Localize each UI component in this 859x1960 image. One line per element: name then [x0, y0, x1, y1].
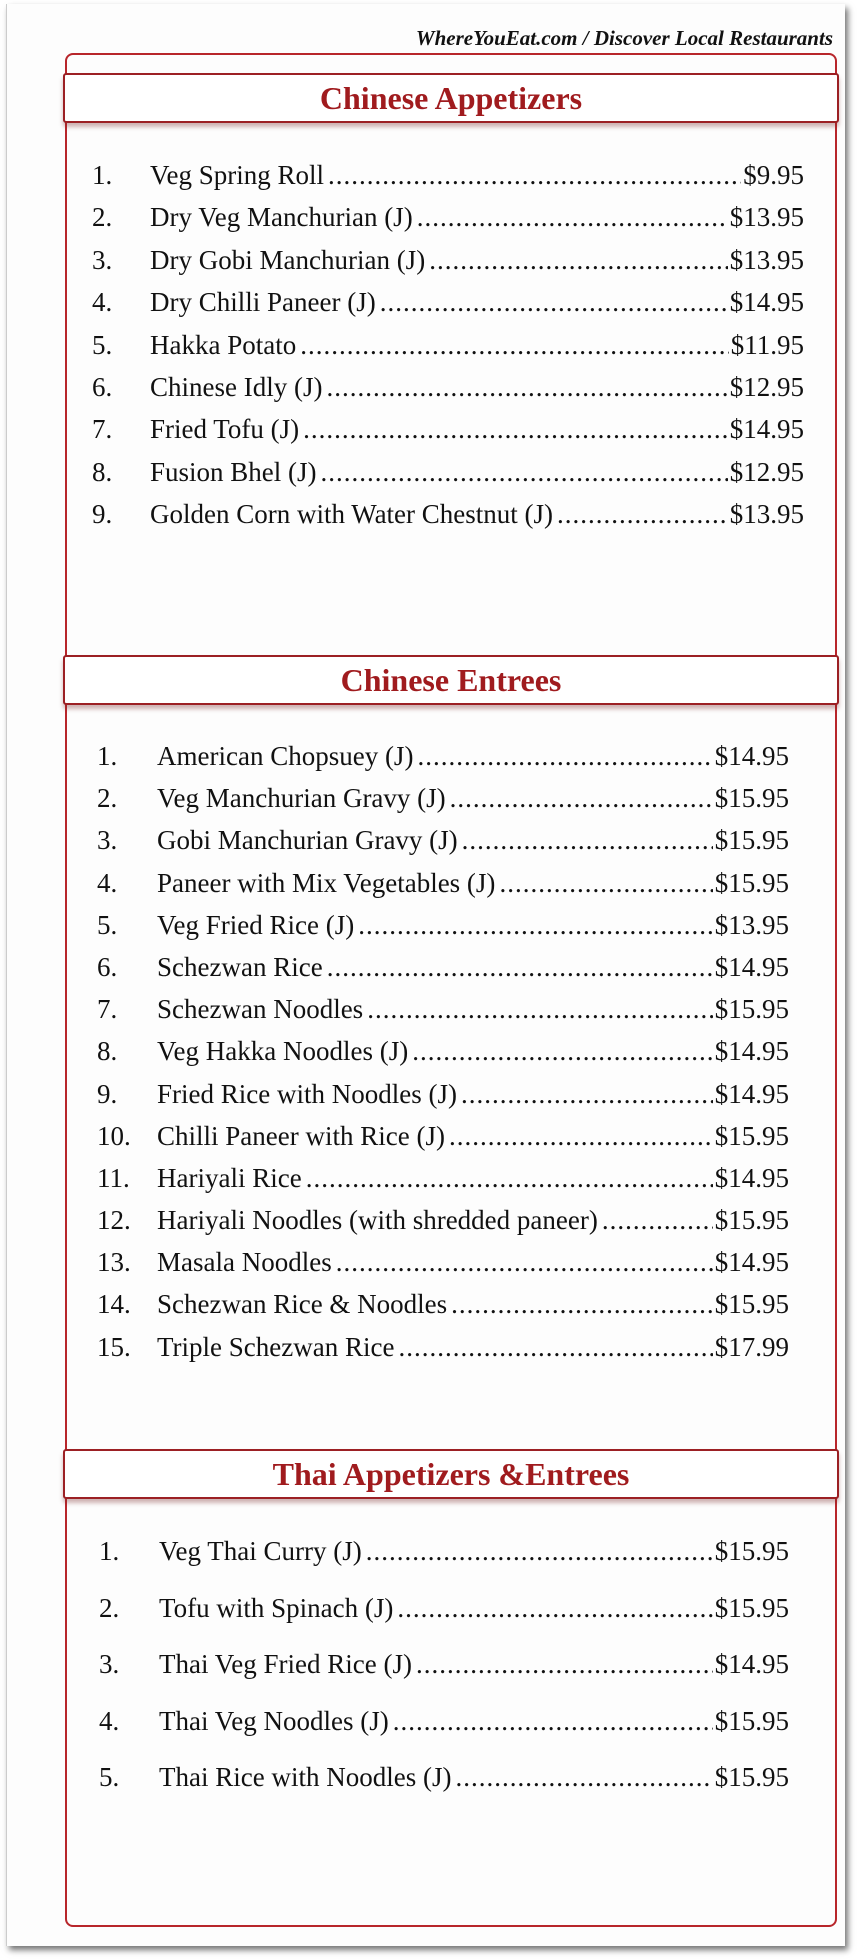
item-price: $14.95: [714, 951, 789, 982]
item-name: Chilli Paneer with Rice (J): [157, 1120, 445, 1151]
item-name: Veg Hakka Noodles (J): [157, 1036, 409, 1067]
menu-item: [92, 414, 804, 456]
item-number: 5.: [99, 1762, 120, 1792]
item-price: $15.95: [714, 867, 789, 898]
item-price: $13.95: [729, 499, 804, 530]
menu-item: [99, 1649, 789, 1706]
item-price: $11.95: [730, 329, 804, 360]
item-price: $12.95: [729, 371, 804, 402]
item-price: $15.95: [714, 1592, 789, 1623]
item-number: 7.: [97, 994, 118, 1025]
item-price: $17.99: [714, 1331, 789, 1362]
menu-item: [99, 1593, 789, 1650]
dot-leader: [358, 910, 713, 941]
item-number: 6.: [97, 951, 118, 982]
item-price: $12.95: [729, 456, 804, 487]
dot-leader: [602, 1205, 713, 1236]
dot-leader: [417, 741, 712, 772]
item-price: $14.95: [729, 414, 804, 445]
item-name: Triple Schezwan Rice: [157, 1331, 395, 1362]
section-title: Chinese Entrees: [340, 661, 562, 698]
item-price: $15.95: [714, 1762, 789, 1792]
item-name: Veg Thai Curry (J): [159, 1536, 362, 1566]
thai-list: [99, 1536, 789, 1819]
dot-leader: [451, 1289, 713, 1320]
dot-leader: [397, 1593, 712, 1624]
item-price: $15.95: [714, 1289, 789, 1320]
item-number: 1.: [99, 1536, 120, 1566]
item-price: $14.95: [714, 1649, 789, 1679]
item-price: $13.95: [729, 202, 804, 233]
menu-item: [97, 783, 789, 825]
item-price: $15.95: [714, 994, 789, 1025]
item-price: $15.95: [714, 783, 789, 814]
item-price: $14.95: [714, 1247, 789, 1278]
dot-leader: [429, 245, 728, 276]
menu-item: [97, 1247, 789, 1289]
menu-item: [92, 330, 804, 372]
dot-leader: [398, 1332, 712, 1363]
menu-item: [97, 1332, 789, 1374]
item-number: 8.: [97, 1036, 118, 1067]
section-title: Thai Appetizers &Entrees: [272, 1455, 630, 1492]
item-number: 9.: [97, 1078, 118, 1109]
item-name: Golden Corn with Water Chestnut (J): [150, 499, 554, 530]
dot-leader: [326, 372, 727, 403]
item-name: Thai Veg Noodles (J): [159, 1705, 389, 1736]
menu-item: [97, 825, 789, 867]
item-number: 4.: [99, 1705, 120, 1736]
dot-leader: [455, 1762, 712, 1793]
item-price: $14.95: [714, 1036, 789, 1067]
dot-leader: [380, 287, 728, 318]
item-name: Thai Veg Fried Rice (J): [159, 1649, 412, 1679]
dot-leader: [328, 160, 741, 191]
item-number: 1.: [97, 741, 118, 771]
dot-leader: [306, 1163, 713, 1194]
item-number: 14.: [97, 1289, 131, 1320]
dot-leader: [450, 783, 713, 814]
item-name: American Chopsuey (J): [157, 741, 414, 771]
menu-item: [92, 457, 804, 499]
menu-item: [97, 1205, 789, 1247]
item-name: Schezwan Noodles: [157, 994, 364, 1025]
item-name: Fried Rice with Noodles (J): [157, 1078, 457, 1109]
item-price: $14.95: [714, 1078, 789, 1109]
item-number: 2.: [92, 202, 113, 233]
item-number: 7.: [92, 414, 113, 445]
item-price: $15.95: [714, 1205, 789, 1236]
dot-leader: [303, 414, 728, 445]
item-name: Hariyali Noodles (with shredded paneer): [157, 1205, 598, 1236]
item-number: 5.: [97, 909, 118, 940]
menu-item: [97, 1163, 789, 1205]
dot-leader: [461, 1079, 713, 1110]
dot-leader: [412, 1036, 713, 1067]
item-price: $13.95: [729, 244, 804, 275]
dot-leader: [416, 1649, 713, 1680]
item-number: 9.: [92, 499, 113, 530]
item-number: 15.: [97, 1331, 131, 1362]
section-header-thai: [63, 1449, 839, 1499]
item-number: 8.: [92, 456, 113, 487]
menu-item: [97, 994, 789, 1036]
dot-leader: [300, 330, 729, 361]
item-name: Schezwan Rice: [157, 951, 323, 982]
item-number: 2.: [97, 783, 118, 814]
menu-item: [92, 202, 804, 244]
item-name: Thai Rice with Noodles (J): [159, 1762, 452, 1792]
item-number: 2.: [99, 1592, 120, 1623]
item-name: Hakka Potato: [150, 329, 297, 360]
item-name: Masala Noodles: [157, 1247, 332, 1278]
section-header-chinese-appetizers: [63, 73, 839, 123]
item-name: Veg Spring Roll: [150, 160, 325, 190]
section-title: Chinese Appetizers: [319, 79, 583, 116]
item-number: 3.: [99, 1649, 120, 1679]
dot-leader: [336, 1247, 713, 1278]
item-number: 6.: [92, 371, 113, 402]
item-number: 12.: [97, 1205, 131, 1236]
item-name: Gobi Manchurian Gravy (J): [157, 825, 458, 856]
dot-leader: [417, 202, 728, 233]
dot-leader: [327, 952, 713, 983]
item-price: $15.95: [714, 825, 789, 856]
menu-item: [99, 1536, 789, 1593]
dot-leader: [321, 457, 728, 488]
dot-leader: [449, 1121, 713, 1152]
item-number: 3.: [97, 825, 118, 856]
dot-leader: [393, 1706, 713, 1737]
menu-item: [97, 1079, 789, 1121]
item-number: 4.: [97, 867, 118, 898]
chinese-entrees-list: [97, 741, 789, 1374]
menu-item: [97, 741, 789, 783]
dot-leader: [367, 994, 713, 1025]
item-price: $15.95: [714, 1120, 789, 1151]
menu-item: [97, 910, 789, 952]
item-number: 10.: [97, 1120, 131, 1151]
dot-leader: [499, 868, 712, 899]
item-price: $13.95: [714, 909, 789, 940]
menu-item: [92, 499, 804, 541]
item-name: Veg Manchurian Gravy (J): [157, 783, 446, 814]
item-price: $14.95: [729, 287, 804, 318]
menu-item: [92, 372, 804, 414]
menu-item: [97, 1121, 789, 1163]
dot-leader: [366, 1536, 713, 1567]
item-number: 5.: [92, 329, 113, 360]
item-number: 11.: [97, 1162, 130, 1193]
menu-item: [97, 1289, 789, 1331]
menu-item: [97, 1036, 789, 1078]
item-number: 1.: [92, 160, 113, 190]
dot-leader: [557, 499, 728, 530]
menu-item: [99, 1762, 789, 1819]
item-name: Fusion Bhel (J): [150, 456, 317, 487]
menu-item: [97, 952, 789, 994]
menu-item: [92, 160, 804, 202]
item-name: Schezwan Rice & Noodles: [157, 1289, 448, 1320]
item-name: Hariyali Rice: [157, 1162, 302, 1193]
chinese-appetizers-list: [92, 160, 804, 542]
menu-item: [92, 287, 804, 329]
item-number: 13.: [97, 1247, 131, 1278]
item-name: Veg Fried Rice (J): [157, 909, 355, 940]
dot-leader: [462, 825, 713, 856]
item-price: $15.95: [714, 1705, 789, 1736]
item-name: Tofu with Spinach (J): [159, 1592, 394, 1623]
item-name: Chinese Idly (J): [150, 371, 323, 402]
item-name: Paneer with Mix Vegetables (J): [157, 867, 496, 898]
item-name: Fried Tofu (J): [150, 414, 300, 445]
site-watermark: WhereYouEat.com / Discover Local Restaurants: [415, 26, 833, 50]
item-price: $14.95: [714, 741, 789, 771]
item-name: Dry Veg Manchurian (J): [150, 202, 413, 233]
item-name: Dry Gobi Manchurian (J): [150, 244, 426, 275]
section-header-chinese-entrees: [63, 655, 839, 705]
item-price: $9.95: [743, 160, 804, 190]
item-price: $14.95: [714, 1162, 789, 1193]
item-number: 3.: [92, 244, 113, 275]
menu-item: [99, 1706, 789, 1763]
item-price: $15.95: [714, 1536, 789, 1566]
item-number: 4.: [92, 287, 113, 318]
menu-item: [97, 868, 789, 910]
menu-item: [92, 245, 804, 287]
item-name: Dry Chilli Paneer (J): [150, 287, 376, 318]
